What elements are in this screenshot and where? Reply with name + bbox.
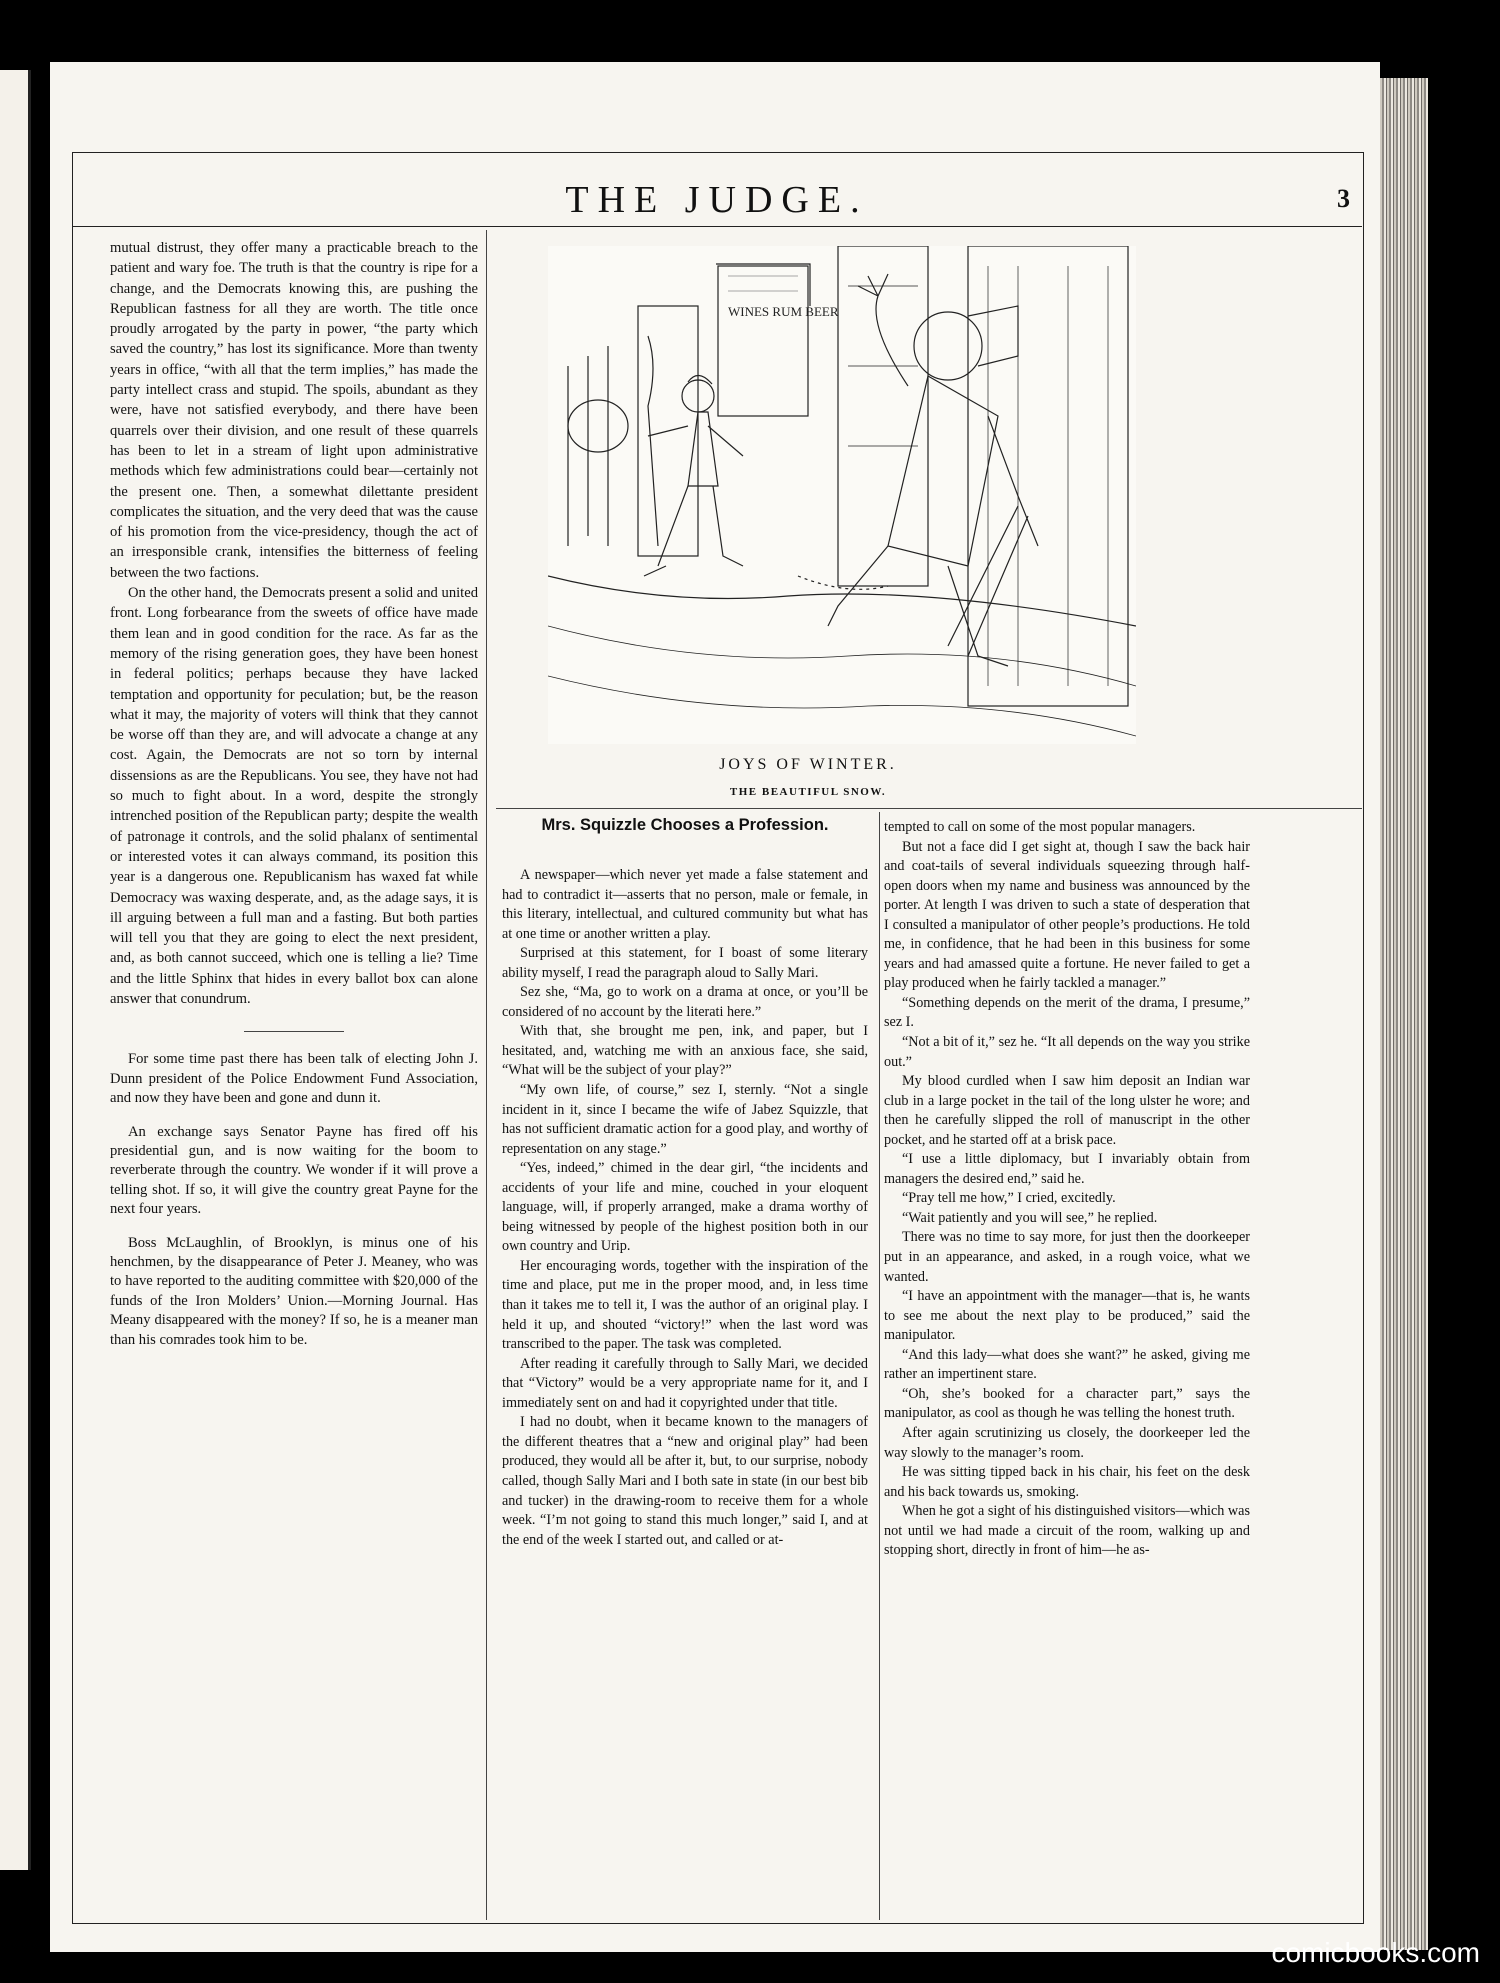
editorial-paragraph: On the other hand, the Democrats present a solid and united front. Long forbearance from the sweets of office have made them lean and in good condition for the race. As far as the memory of the rising generation goes, they have been honest in federal politics; perhaps because they have lacked temptation and opportunity for peculation; but, be the reason what it may, the majority of voters will think that they cannot be worse off than they are, and will advocate a change at any cost. Again, the Democrats are not so torn by internal dissensions as are the Republicans. You see, they have not had so much to fight about. In a word, despite the strongly intrenched position of the Republican party; despite the wealth of patronage it controls, and the solid phalanx of sentimental or interested votes it can always command, its position this year is a dangerous one. Republicanism has waxed fat while Democracy was waxing desperate, and, as the adage says, it is ill arguing between a full man and a fasting. But both parties will tell you that they are going to elect the next president, and, as both cannot succeed, which one is telling a lie? Time and the little Sphinx that hides in every ballot box can alone answer that conundrum.	[110, 585, 478, 1007]
news-item: Boss McLaughlin, of Brooklyn, is minus one of his henchmen, by the disappearance of Peter J. Meaney, who was to have reported to the auditing committee with $20,000 of the funds of the Iron Molders’ Union.—Morning Journal. Has Meany disappeared with the money? If so, he is a meaner man than his comrades took him to be.	[110, 1234, 478, 1348]
article-paragraph: “Pray tell me how,” I cried, excitedly.	[902, 1190, 1116, 1207]
wine-rum-beer-sign: WINES RUM BEER	[728, 304, 839, 319]
article-paragraph: Surprised at this statement, for I boast of some literary ability myself, I read the paragraph aloud to Sally Mari.	[502, 945, 868, 981]
article-paragraph: “Something depends on the merit of the drama, I presume,” sez I.	[884, 994, 1250, 1031]
joys-of-winter-illustration	[548, 246, 1136, 744]
editorial-column	[110, 238, 478, 1350]
article-paragraph: When he got a sight of his distinguished visitors—which was not until we had made a circuit of the room, walking up and stopping short, directly in front of him—he as-	[884, 1503, 1250, 1559]
article-column-1	[502, 866, 868, 1550]
article-headline: Mrs. Squizzle Chooses a Profession.	[541, 816, 829, 834]
article-top-rule	[496, 808, 1362, 809]
article-paragraph: “I use a little diplomacy, but I invariably obtain from managers the desired end,” said he.	[884, 1151, 1250, 1187]
article-paragraph: With that, she brought me pen, ink, and paper, but I hesitated, and, watching me with an anxious face, she said, “What will be the subject of your play?”	[502, 1023, 868, 1079]
illustration-caption: JOYS OF WINTER.	[719, 756, 897, 773]
article-paragraph: I had no doubt, when it became known to the managers of the different theatres that a “new and original play” had been produced, they would all be after it, but, to our surprise, nobody called, though Sally Mari and I both sate in state (in our best bib and tucker) in the drawing-room to receive them for a whole week. “I’m not going to stand this much longer,” said I, and at the end of the week I started out, and called or at-	[502, 1414, 868, 1548]
article-paragraph: There was no time to say more, for just then the doorkeeper put in an appearance, and asked, in a rough voice, what we wanted.	[884, 1229, 1250, 1285]
article-paragraph: “Yes, indeed,” chimed in the dear girl, “the incidents and accidents of your life and mine, couched in your eloquent language, will, if properly arranged, make a drama worthy of being witnessed by people of the highest position both in our own country and Urip.	[502, 1160, 868, 1255]
illustration-subcaption: THE BEAUTIFUL SNOW.	[729, 786, 887, 798]
article-paragraph: But not a face did I get sight at, though I saw the back hair and coat-tails of several individuals squeezing through half-open doors when my name and business was announced by the porter. At length I was driven to such a state of desperation that I consulted a manipulator of other people’s productions. He told me, in confidence, that he had been in this business for some years and had amassed quite a fortune. He never failed to get a play produced when he fairly tackled a manager.”	[884, 838, 1250, 992]
article-paragraph: “Oh, she’s booked for a character part,” says the manipulator, as cool as though he was telling the honest truth.	[884, 1385, 1250, 1422]
section-divider	[244, 1031, 344, 1032]
article-paragraph: After reading it carefully through to Sally Mari, we decided that “Victory” would be a very appropriate name for it, and I immediately sent on and had it copyrighted under that title.	[502, 1355, 868, 1411]
masthead-title: THE JUDGE.	[565, 179, 869, 221]
editorial-paragraph: mutual distrust, they offer many a practicable breach to the patient and wary foe. The truth is that the country is ripe for a change, and the Democrats knowing this, are pushing the Republican fastness for all they are worth. The title once proudly arrogated by the party in power, “the party which saved the country,” has lost its significance. More than twenty years in office, “with all that the term implies,” has made the party intellect crass and stupid. The spoils, abundant as they were, have not satisfied everybody, and there have been quarrels over their division, and one result of these quarrels has been to let in a stream of light upon administrative methods which few administrations could bear—certainly not the present one. Then, a somewhat dilettante president complicates the situation, and the very deed that was the cause of his promotion from the vice-presidency, though the act of an irresponsible crank, intensifies the bitterness of feeling between the two factions.	[110, 240, 478, 581]
article-paragraph: Her encouraging words, together with the inspiration of the time and place, put me in the proper mood, and, in less time than it takes me to tell it, I was the author of an original play. I held it up, and shouted “victory!” when the last word was transcribed to the paper. The task was completed.	[502, 1257, 868, 1353]
site-watermark: comicbooks.com	[1271, 1937, 1480, 1968]
book-spine	[1380, 78, 1428, 1950]
article-paragraph: “Not a bit of it,” sez he. “It all depends on the way you strike out.”	[884, 1034, 1250, 1070]
masthead-rule	[72, 226, 1362, 227]
article-paragraph: “I have an appointment with the manager—that is, he wants to see me about the next play to be produced,” said the manipulator.	[884, 1288, 1250, 1344]
article-column-2	[884, 818, 1250, 1561]
news-item: For some time past there has been talk of electing John J. Dunn president of the Police Endowment Fund Association, and now they have been and gone and dunn it.	[110, 1051, 478, 1107]
article-paragraph: My blood curdled when I saw him deposit an Indian war club in a large pocket in the tail of the long ulster he wore; and then he carefully slipped the roll of manuscript in the other pocket, and he started off at a brisk pace.	[884, 1073, 1250, 1148]
facing-page-edge	[0, 70, 31, 1870]
article-paragraph: He was sitting tipped back in his chair, his feet on the desk and his back towards us, smoking.	[884, 1464, 1250, 1500]
article-paragraph: After again scrutinizing us closely, the doorkeeper led the way slowly to the manager’s room.	[884, 1424, 1250, 1461]
article-paragraph: “My own life, of course,” sez I, sternly. “Not a single incident in it, since I became the wife of Jabez Squizzle, that has not sufficient dramatic action for a good play, and worthy of representation on any stage.”	[502, 1082, 868, 1157]
news-item: An exchange says Senator Payne has fired off his presidential gun, and is now waiting for the boom to reverberate through the country. We wonder if it will prove a telling shot. If so, it will give the country great Payne for the next four years.	[110, 1123, 478, 1218]
article-paragraph: “And this lady—what does she want?” he asked, giving me rather an impertinent stare.	[884, 1346, 1250, 1383]
article-paragraph: A newspaper—which never yet made a false statement and had to contradict it—asserts that no person, male or female, in this literary, intellectual, and cultured community but what has at one time or another written a play.	[502, 867, 868, 942]
article-paragraph: Sez she, “Ma, go to work on a drama at once, or you’ll be considered of no account by the literati here.”	[502, 984, 868, 1020]
page-number: 3	[1337, 184, 1350, 213]
article-paragraph: “Wait patiently and you will see,” he replied.	[902, 1209, 1158, 1226]
column-rule-right	[879, 812, 880, 1920]
column-rule-left	[486, 230, 487, 1920]
article-paragraph: tempted to call on some of the most popular managers.	[884, 819, 1196, 835]
